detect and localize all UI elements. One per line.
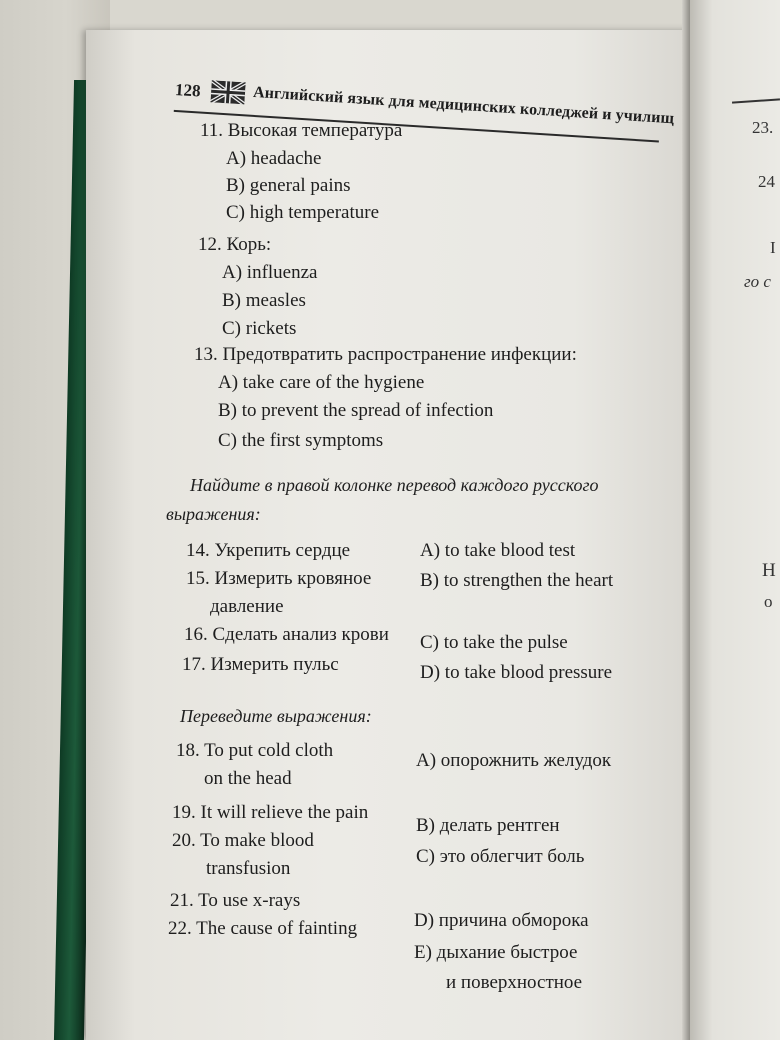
answer-12b: B) measles — [222, 290, 306, 311]
answer-13b: B) to prevent the spread of infection — [218, 400, 494, 421]
item-22: 22. The cause of fainting — [168, 918, 358, 939]
right-page-fragment: 24 — [758, 172, 775, 191]
answer-12a: A) influenza — [222, 262, 318, 283]
item-16: 16. Сделать анализ крови — [184, 624, 389, 645]
option-18d: D) причина обморока — [414, 910, 589, 931]
option-18e-cont: и поверхностное — [446, 972, 583, 993]
item-19: 19. It will relieve the pain — [172, 802, 369, 823]
item-18-cont: on the head — [204, 768, 292, 789]
right-page-fragment: Н — [762, 560, 776, 581]
item-15-cont: давление — [210, 596, 284, 617]
answer-11c: C) high temperature — [226, 202, 380, 223]
option-18b: B) делать рентген — [416, 815, 560, 836]
instruction-matching-cont: выражения: — [166, 504, 261, 524]
answer-12c: C) rickets — [222, 318, 297, 339]
option-14d: D) to take blood pressure — [420, 662, 613, 683]
item-20-cont: transfusion — [206, 858, 291, 879]
answer-11a: A) headache — [226, 148, 322, 169]
item-20: 20. To make blood — [172, 830, 314, 851]
item-15: 15. Измерить кровяное — [186, 568, 372, 589]
right-page-fragment: 23. — [752, 118, 774, 137]
item-17: 17. Измерить пульс — [182, 654, 339, 675]
instruction-translate: Переведите выражения: — [180, 706, 372, 726]
right-page-fragment: I — [770, 238, 776, 257]
right-page-fragment: о — [764, 592, 773, 611]
left-page — [86, 30, 696, 1040]
answer-11b: B) general pains — [226, 175, 351, 196]
option-18e: E) дыхание быстрое — [414, 942, 578, 963]
answer-13c: C) the first symptoms — [218, 430, 384, 451]
option-14c: C) to take the pulse — [420, 632, 568, 653]
right-page-fragment: го с — [744, 272, 771, 291]
right-page — [690, 0, 780, 1040]
item-18: 18. To put cold cloth — [176, 740, 334, 761]
option-14a: A) to take blood test — [420, 540, 576, 561]
option-14b: B) to strengthen the heart — [420, 570, 614, 591]
option-18a: A) опорожнить желудок — [416, 750, 612, 771]
page-number: 128 — [174, 79, 202, 101]
book-title: Английский язык для медицинских колледжей и училищ — [252, 83, 675, 128]
answer-13a: A) take care of the hygiene — [218, 372, 425, 393]
uk-flag-icon — [210, 80, 245, 104]
question-11: 11. Высокая температура — [200, 120, 403, 141]
question-13: 13. Предотвратить распространение инфекции: — [194, 344, 577, 365]
option-18c: C) это облегчит боль — [416, 846, 585, 867]
item-21: 21. To use x-rays — [170, 890, 301, 911]
item-14: 14. Укрепить сердце — [186, 540, 351, 561]
question-12: 12. Корь: — [198, 234, 272, 255]
instruction-matching: Найдите в правой колонке перевод каждого русского — [190, 475, 599, 495]
